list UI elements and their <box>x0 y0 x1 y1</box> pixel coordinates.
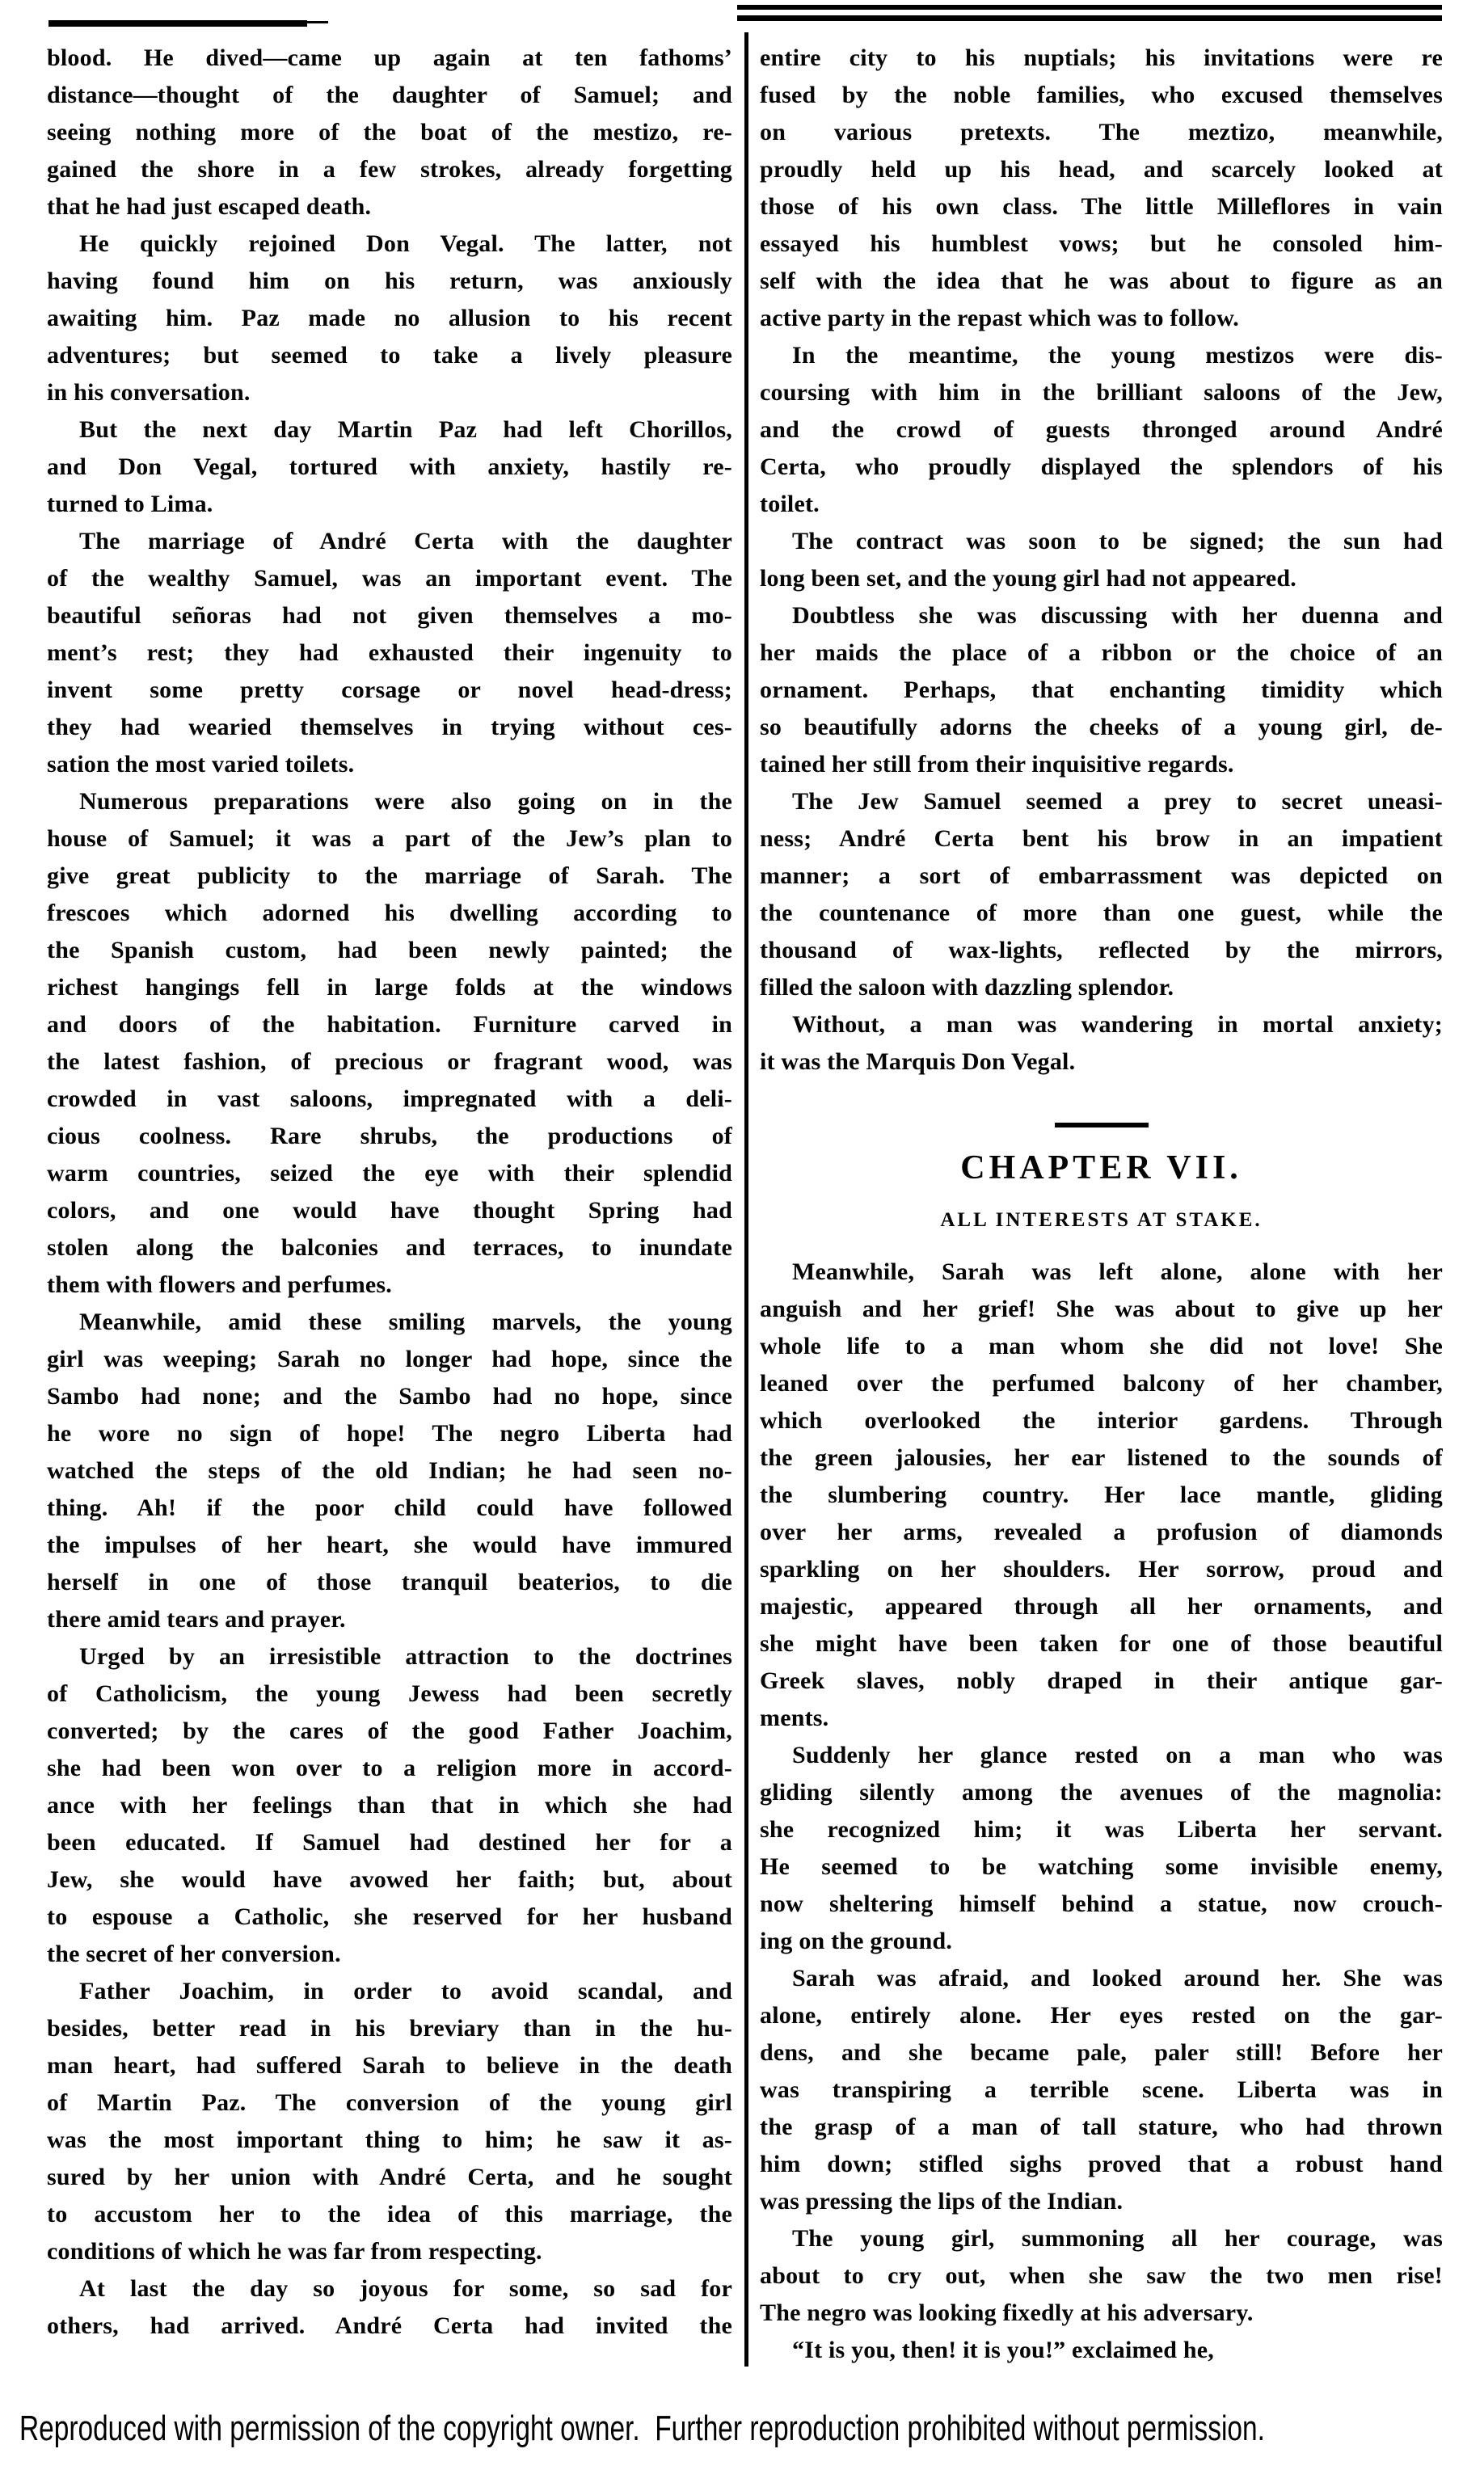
text-line: gained the shore in a few strokes, already forgetting <box>47 156 732 183</box>
text-line: that he had just escaped death. <box>47 193 372 220</box>
text-line: which overlooked the interior gardens. Through <box>760 1407 1443 1434</box>
text-line: entire city to his nuptials; his invitations were re <box>760 44 1443 71</box>
text-line: Without, a man was wandering in mortal anxiety; <box>792 1011 1443 1038</box>
text-line: thousand of wax-lights, reflected by the mirrors, <box>760 937 1443 963</box>
text-line: Urged by an irresistible attraction to the doctrines <box>79 1643 732 1670</box>
text-line: give great publicity to the marriage of Sarah. The <box>47 862 732 889</box>
text-line: proudly held up his head, and scarcely looked at <box>760 156 1443 183</box>
text-line: ness; André Certa bent his brow in an impatient <box>760 825 1443 852</box>
text-line: toilet. <box>760 491 820 517</box>
column-divider-rule <box>744 32 748 2367</box>
text-line: the countenance of more than one guest, while the <box>760 900 1443 926</box>
text-line: self with the idea that he was about to figure as an <box>760 268 1443 294</box>
left-column <box>47 40 732 2345</box>
text-line: of the wealthy Samuel, was an important event. The <box>47 565 732 592</box>
text-line: now sheltering himself behind a statue, now crouch- <box>760 1890 1443 1917</box>
text-line: about to cry out, when she saw the two men rise! <box>760 2262 1443 2289</box>
text-line: Sarah was afraid, and looked around her. She was <box>792 1965 1443 1992</box>
text-line: coursing with him in the brilliant saloons of the Jew, <box>760 379 1443 406</box>
text-line: the Spanish custom, had been newly painted; the <box>47 937 732 963</box>
text-line: on various pretexts. The meztizo, meanwhile, <box>760 119 1443 145</box>
text-line: her maids the place of a ribbon or the choice of an <box>760 639 1443 666</box>
text-line: fused by the noble families, who excused themselves <box>760 82 1443 108</box>
text-line: them with flowers and perfumes. <box>47 1271 392 1298</box>
text-line: house of Samuel; it was a part of the Jew’s plan to <box>47 825 732 852</box>
text-line: richest hangings fell in large folds at the windows <box>47 974 732 1001</box>
text-line: filled the saloon with dazzling splendor. <box>760 974 1174 1001</box>
text-line: others, had arrived. André Certa had invited the <box>47 2312 732 2339</box>
text-line: alone, entirely alone. Her eyes rested on the gar- <box>760 2002 1443 2029</box>
text-line: was pressing the lips of the Indian. <box>760 2188 1124 2215</box>
text-line: besides, better read in his breviary than in the hu- <box>47 2015 732 2042</box>
text-line: gliding silently among the avenues of the magnolia: <box>760 1779 1443 1806</box>
text-line: the impulses of her heart, she would have immured <box>47 1532 732 1558</box>
text-line: invent some pretty corsage or novel head-dress; <box>47 676 732 703</box>
text-line: The marriage of André Certa with the daughter <box>79 528 732 554</box>
text-line: ornament. Perhaps, that enchanting timidity which <box>760 676 1443 703</box>
text-line: the green jalousies, her ear listened to the sounds of <box>760 1444 1443 1471</box>
text-line: thing. Ah! if the poor child could have followed <box>47 1494 732 1521</box>
right-column-text-upper <box>760 40 1443 1081</box>
text-line: sparkling on her shoulders. Her sorrow, proud and <box>760 1556 1443 1583</box>
text-line: active party in the repast which was to follow. <box>760 305 1239 331</box>
text-line: ance with her feelings than that in which she had <box>47 1792 732 1819</box>
text-line: The young girl, summoning all her courage, was <box>792 2225 1443 2252</box>
text-line: cious coolness. Rare shrubs, the productions of <box>47 1123 732 1149</box>
right-column-text-lower <box>760 1254 1443 2369</box>
text-line: The negro was looking fixedly at his adversary. <box>760 2299 1254 2326</box>
text-line: him down; stifled sighs proved that a robust hand <box>760 2151 1443 2177</box>
text-line: it was the Marquis Don Vegal. <box>760 1048 1076 1075</box>
section-divider-rule <box>1055 1123 1149 1127</box>
text-line: ment’s rest; they had exhausted their ingenuity to <box>47 639 732 666</box>
text-line: Sambo had none; and the Sambo had no hope, since <box>47 1383 732 1410</box>
text-line: there amid tears and prayer. <box>47 1606 346 1633</box>
text-line: ments. <box>760 1705 829 1731</box>
top-left-rule <box>48 20 307 27</box>
text-line: stolen along the balconies and terraces, to inundate <box>47 1234 732 1261</box>
text-line: was the most important thing to him; he saw it as- <box>47 2126 732 2153</box>
text-line: to accustom her to the idea of this marriage, the <box>47 2201 732 2228</box>
text-line: and Don Vegal, tortured with anxiety, hastily re- <box>47 453 732 480</box>
text-line: blood. He dived—came up again at ten fathoms’ <box>47 44 732 71</box>
chapter-subtitle: ALL INTERESTS AT STAKE. <box>940 1209 1263 1231</box>
text-line: the latest fashion, of precious or fragrant wood, was <box>47 1048 732 1075</box>
text-line: whole life to a man whom she did not love! She <box>760 1333 1443 1359</box>
left-column-text <box>47 40 732 2345</box>
right-column <box>760 40 1443 2369</box>
text-line: Numerous preparations were also going on in the <box>79 788 732 815</box>
text-line: adventures; but seemed to take a lively pleasure <box>47 342 732 369</box>
text-line: The Jew Samuel seemed a prey to secret uneasi- <box>792 788 1443 815</box>
text-line: turned to Lima. <box>47 491 213 517</box>
text-line: In the meantime, the young mestizos were dis- <box>792 342 1443 369</box>
text-line: she recognized him; it was Liberta her servant. <box>760 1816 1443 1843</box>
text-line: and the crowd of guests thronged around André <box>760 416 1443 443</box>
text-line: He quickly rejoined Don Vegal. The latter, not <box>79 230 732 257</box>
text-line: He seemed to be watching some invisible enemy, <box>760 1853 1443 1880</box>
text-line: The contract was soon to be signed; the sun had <box>792 528 1443 554</box>
text-line: long been set, and the young girl had not appeared. <box>760 565 1296 592</box>
text-line: Father Joachim, in order to avoid scandal, and <box>79 1978 732 2004</box>
text-line: warm countries, seized the eye with their splendid <box>47 1160 732 1186</box>
text-line: been educated. If Samuel had destined her for a <box>47 1829 732 1856</box>
text-line: so beautifully adorns the cheeks of a young girl, de- <box>760 714 1443 740</box>
text-line: and doors of the habitation. Furniture carved in <box>47 1011 732 1038</box>
chapter-heading: CHAPTER VII. <box>960 1149 1242 1186</box>
text-line: Certa, who proudly displayed the splendors of his <box>760 453 1443 480</box>
text-line: girl was weeping; Sarah no longer had hope, since the <box>47 1346 732 1372</box>
text-line: frescoes which adorned his dwelling according to <box>47 900 732 926</box>
text-line: anguish and her grief! She was about to give up her <box>760 1296 1443 1322</box>
text-line: she had been won over to a religion more in accord- <box>47 1755 732 1781</box>
text-line: dens, and she became pale, paler still! Before her <box>760 2039 1443 2066</box>
text-line: manner; a sort of embarrassment was depicted on <box>760 862 1443 889</box>
text-line: to espouse a Catholic, she reserved for her husband <box>47 1903 732 1930</box>
text-line: was transpiring a terrible scene. Liberta was in <box>760 2076 1443 2103</box>
text-line: having found him on his return, was anxiously <box>47 268 732 294</box>
text-line: watched the steps of the old Indian; he had seen no- <box>47 1457 732 1484</box>
text-line: seeing nothing more of the boat of the mestizo, re- <box>47 119 732 145</box>
text-line: over her arms, revealed a profusion of diamonds <box>760 1519 1443 1545</box>
text-line: she might have been taken for one of those beautiful <box>760 1630 1443 1657</box>
top-right-double-rule-upper <box>737 5 1442 10</box>
text-line: he wore no sign of hope! The negro Liberta had <box>47 1420 732 1447</box>
text-line: converted; by the cares of the good Father Joachim, <box>47 1718 732 1744</box>
text-line: Jew, she would have avowed her faith; but, about <box>47 1866 732 1893</box>
text-line: At last the day so joyous for some, so sad for <box>79 2275 732 2302</box>
text-line: “It is you, then! it is you!” exclaimed he, <box>792 2337 1214 2363</box>
text-line: the slumbering country. Her lace mantle, gliding <box>760 1482 1443 1508</box>
text-line: Greek slaves, nobly draped in their antique gar- <box>760 1667 1443 1694</box>
text-line: awaiting him. Paz made no allusion to his recent <box>47 305 732 331</box>
text-line: crowded in vast saloons, impregnated with a deli- <box>47 1085 732 1112</box>
text-line: ing on the ground. <box>760 1928 953 1954</box>
text-line: beautiful señoras had not given themselves a mo- <box>47 602 732 629</box>
text-line: tained her still from their inquisitive regards. <box>760 751 1234 778</box>
text-line: they had wearied themselves in trying without ces- <box>47 714 732 740</box>
text-line: conditions of which he was far from respecting. <box>47 2238 542 2265</box>
text-line: herself in one of those tranquil beaterios, to die <box>47 1569 732 1595</box>
text-line: leaned over the perfumed balcony of her chamber, <box>760 1370 1443 1397</box>
text-line: of Martin Paz. The conversion of the young girl <box>47 2089 732 2116</box>
copyright-footer: Reproduced with permission of the copyright owner. Further reproduction prohibited without permission. <box>19 2409 1265 2448</box>
text-line: majestic, appeared through all her ornaments, and <box>760 1593 1443 1620</box>
top-left-rule-tail <box>306 21 328 23</box>
text-line: sation the most varied toilets. <box>47 751 355 778</box>
text-line: Doubtless she was discussing with her duenna and <box>792 602 1443 629</box>
text-line: those of his own class. The little Milleflores in vain <box>760 193 1443 220</box>
text-line: colors, and one would have thought Spring had <box>47 1197 732 1224</box>
text-line: But the next day Martin Paz had left Chorillos, <box>79 416 732 443</box>
text-line: Suddenly her glance rested on a man who was <box>792 1742 1443 1768</box>
text-line: man heart, had suffered Sarah to believe in the death <box>47 2052 732 2079</box>
text-line: in his conversation. <box>47 379 251 406</box>
text-line: distance—thought of the daughter of Samuel; and <box>47 82 732 108</box>
text-line: sured by her union with André Certa, and he sought <box>47 2164 732 2190</box>
top-right-double-rule-lower <box>737 15 1442 21</box>
text-line: the secret of her conversion. <box>47 1941 341 1967</box>
text-line: of Catholicism, the young Jewess had been secretly <box>47 1680 732 1707</box>
text-line: Meanwhile, Sarah was left alone, alone with her <box>792 1258 1443 1285</box>
text-line: essayed his humblest vows; but he consoled him- <box>760 230 1443 257</box>
text-line: the grasp of a man of tall stature, who had thrown <box>760 2114 1443 2140</box>
text-line: Meanwhile, amid these smiling marvels, the young <box>79 1309 732 1335</box>
